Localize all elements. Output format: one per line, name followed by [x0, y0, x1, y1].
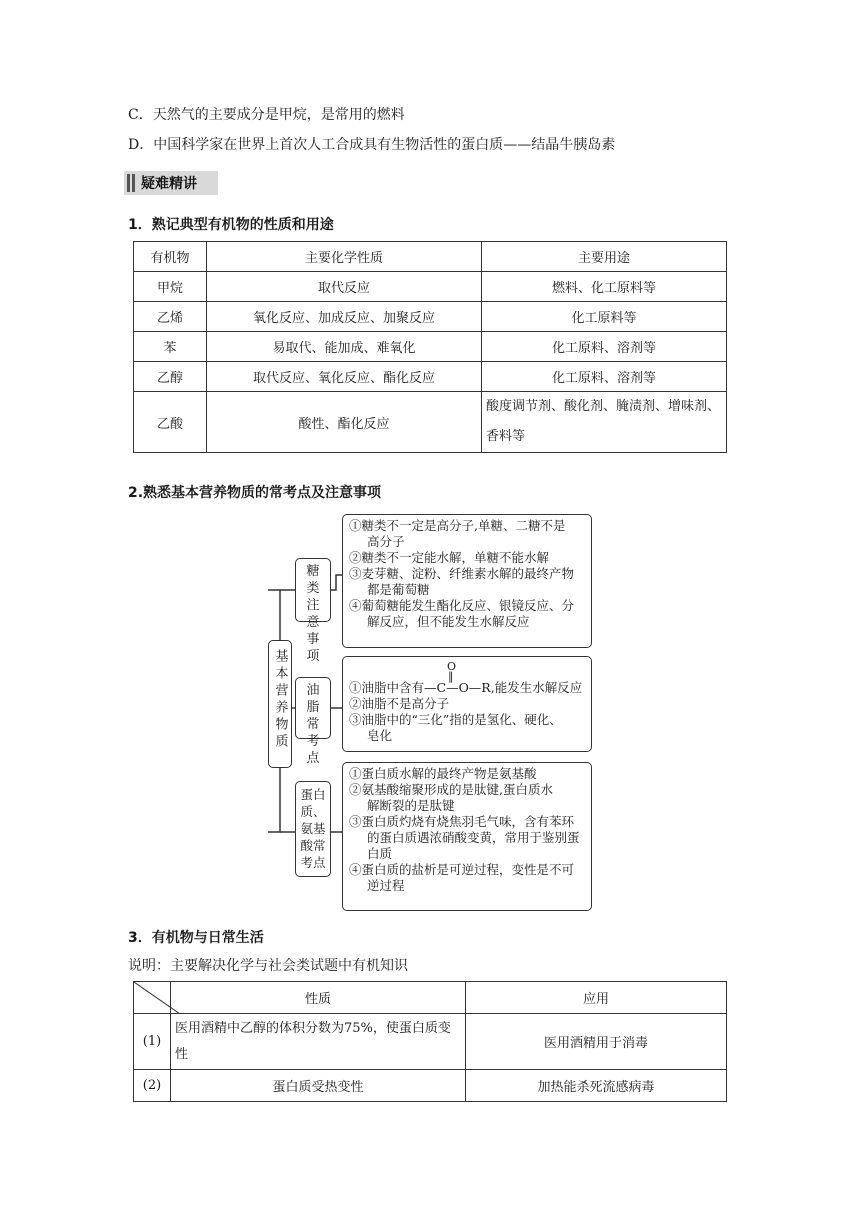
table1-cell: 化工原料等: [482, 302, 727, 332]
formula-double-bond: ‖: [448, 670, 454, 683]
note: 说明：主要解决化学与社会类试题中有机知识: [128, 958, 408, 974]
protein-item: 解断裂的是肽键: [367, 798, 455, 813]
table1-header: 有机物: [134, 242, 207, 272]
table2-header: 性质: [171, 982, 466, 1014]
oil-item: ③油脂中的“三化”指的是氢化、硬化、: [349, 712, 562, 727]
sugar-item: ③麦芽糖、淀粉、纤维素水解的最终产物: [349, 566, 575, 581]
daily-life-table: [133, 981, 727, 1102]
diagonal-line-icon: [134, 982, 180, 1014]
protein-items: [342, 762, 592, 911]
sugar-item: ②糖类不一定能水解，单糖不能水解: [349, 550, 550, 565]
branch-protein: [295, 781, 331, 877]
heading-3: 3．有机物与日常生活: [128, 930, 264, 946]
protein-item: ②氨基酸缩聚形成的是肽键,蛋白质水: [349, 782, 553, 797]
protein-item: 白质: [367, 846, 393, 861]
connector-items-1: [330, 575, 342, 590]
table2-cell: 医用酒精用于消毒: [466, 1014, 727, 1070]
branch-sugar-label: 糖类注意事项: [306, 564, 320, 664]
sugar-item: 都是葡萄糖: [367, 582, 430, 597]
table1-cell: 化工原料、溶剂等: [482, 362, 727, 392]
oil-item: ①油脂中含有—C—O—R,能发生水解反应: [349, 680, 583, 695]
formula-oxygen: O: [447, 660, 457, 673]
table1-cell: 乙酸: [134, 392, 207, 453]
sugar-item: 解反应，但不能发生水解反应: [367, 614, 530, 629]
protein-item: ④蛋白质的盐析是可逆过程，变性是不可: [349, 862, 575, 877]
table1-cell: 乙醇: [134, 362, 207, 392]
table2-cell: 医用酒精中乙醇的体积分数为75%，使蛋白质变性: [171, 1014, 466, 1070]
table2-cell: 蛋白质受热变性: [171, 1070, 466, 1102]
table1-cell: 苯: [134, 332, 207, 362]
table2-cell: (2): [134, 1070, 171, 1102]
oil-items: [342, 656, 592, 752]
sugar-item: 高分子: [367, 534, 405, 549]
table1-cell: 酸度调节剂、酸化剂、腌渍剂、增味剂、香料等: [482, 392, 727, 453]
oil-item: ②油脂不是高分子: [349, 696, 450, 711]
branch-oil: [295, 677, 331, 766]
option-d: D．中国科学家在世界上首次人工合成具有生物活性的蛋白质——结晶牛胰岛素: [128, 137, 616, 153]
sugar-items: [342, 514, 592, 648]
table1-cell: 氧化反应、加成反应、加聚反应: [207, 302, 482, 332]
table1-header: 主要化学性质: [207, 242, 482, 272]
protein-item: 的蛋白质遇浓硝酸变黄，常用于鉴别蛋: [367, 830, 580, 845]
protein-item: ③蛋白质灼烧有烧焦羽毛气味，含有苯环: [349, 814, 575, 829]
table1-cell: 燃料、化工原料等: [482, 272, 727, 302]
table2-cell: 加热能杀死流感病毒: [466, 1070, 727, 1102]
table1-cell: 取代反应、氧化反应、酯化反应: [207, 362, 482, 392]
table1-cell: 易取代、能加成、难氧化: [207, 332, 482, 362]
table1-cell: 乙烯: [134, 302, 207, 332]
protein-item: 逆过程: [367, 878, 405, 893]
oil-item: 皂化: [367, 728, 393, 743]
diagonal-header-cell: [134, 982, 171, 1014]
diagram-root: [268, 640, 292, 768]
diagram-root-label: 基本营养物质: [272, 649, 288, 751]
heading-1: 1．熟记典型有机物的性质和用途: [128, 217, 334, 233]
sugar-item: ④葡萄糖能发生酯化反应、银镜反应、分: [349, 598, 575, 613]
branch-protein-label: 蛋白质、氨基酸常考点: [300, 787, 326, 870]
heading-2: 2.熟悉基本营养物质的常考点及注意事项: [128, 485, 382, 501]
table1-cell: 取代反应: [207, 272, 482, 302]
table1-cell: 化工原料、溶剂等: [482, 332, 727, 362]
section-tag-label: 疑难精讲: [141, 176, 197, 192]
table1-cell: 酸性、酯化反应: [207, 392, 482, 453]
table2-header: 应用: [466, 982, 727, 1014]
protein-item: ①蛋白质水解的最终产物是氨基酸: [349, 766, 537, 781]
option-c: C．天然气的主要成分是甲烷，是常用的燃料: [128, 107, 405, 123]
branch-sugar: [295, 558, 331, 664]
table1-header: 主要用途: [482, 242, 727, 272]
table2-cell: (1): [134, 1014, 171, 1070]
sugar-item: ①糖类不一定是高分子,单糖、二糖不是: [349, 518, 566, 533]
table1-cell: 甲烷: [134, 272, 207, 302]
branch-oil-label: 油脂常考点: [306, 683, 320, 766]
